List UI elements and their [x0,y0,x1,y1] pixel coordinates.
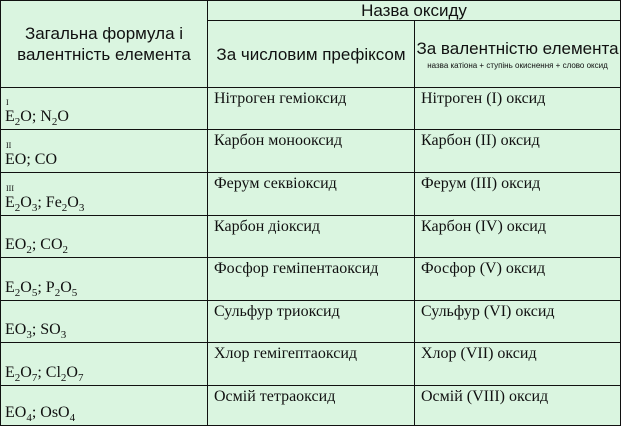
header-by-valence [415,21,621,88]
table-row [1,88,621,130]
header-oxide-name [208,1,621,21]
header-by-valence-note: назва катіона + ступінь окиснення + слово оксид [427,60,608,70]
prefix-name-cell: Фосфор геміпентаоксид [208,258,415,301]
valence-label [6,355,207,364]
table-row [1,343,621,386]
formula-text: $EO_3$; $SO_3$ [5,321,67,342]
valence-name-cell: Карбон (IV) оксид [415,216,621,258]
header-oxide-name-text: Назва оксиду [361,0,467,20]
formula-text: EO; CO [5,151,57,168]
valence-name-cell: Карбон (II) оксид [415,130,621,173]
valence-label [6,270,207,279]
valence-label [6,312,207,321]
formula-cell [1,88,208,130]
valence-label: II [6,141,12,150]
formula-text: $E_2O_3$; $Fe_2O_3$ [5,194,85,215]
formula-text: $E_2O_7$; $Cl_2O_7$ [5,364,84,385]
formula-text: $EO_4$; OsO$_4$ [5,404,76,425]
formula-cell [1,216,208,258]
table-row [1,130,621,173]
prefix-name-cell: Осмій тетраоксид [208,386,415,426]
table-row [1,216,621,258]
valence-label [6,395,207,404]
prefix-name-cell: Нітроген геміоксид [208,88,415,130]
formula-text: $E_2O_5$; $P_2O_5$ [5,279,78,300]
valence-name-cell: Ферум (III) оксид [415,173,621,216]
header-by-prefix-text: За числовим префіксом [216,44,406,64]
formula-text: $EO_2$; $CO_2$ [5,236,68,257]
valence-label: I [6,98,9,107]
table-row [1,386,621,426]
formula-cell [1,301,208,343]
valence-label: III [6,184,14,193]
formula-cell [1,343,208,386]
header-by-prefix [208,21,415,88]
table-row [1,301,621,343]
valence-name-cell: Сульфур (VI) оксид [415,301,621,343]
valence-name-cell: Нітроген (I) оксид [415,88,621,130]
formula-cell [1,258,208,301]
valence-name-cell: Хлор (VII) оксид [415,343,621,386]
formula-cell [1,173,208,216]
prefix-name-cell: Сульфур триоксид [208,301,415,343]
valence-name-cell: Фосфор (V) оксид [415,258,621,301]
valence-label [6,227,207,236]
table-row [1,258,621,301]
formula-cell [1,386,208,426]
prefix-name-cell: Карбон діоксид [208,216,415,258]
prefix-name-cell: Карбон монооксид [208,130,415,173]
formula-cell [1,130,208,173]
formula-text: $E_2O$; $N_2O$ [5,108,69,129]
table-row [1,173,621,216]
prefix-name-cell: Хлор гемігептаоксид [208,343,415,386]
header-general-formula-text: Загальна формулa і валентність елемента [17,24,191,64]
valence-name-cell: Осмій (VIII) оксид [415,386,621,426]
header-by-valence-text: За валентністю елемента [416,38,619,58]
header-row-top [1,1,621,21]
prefix-name-cell: Ферум секвіоксид [208,173,415,216]
header-general-formula [1,1,208,88]
